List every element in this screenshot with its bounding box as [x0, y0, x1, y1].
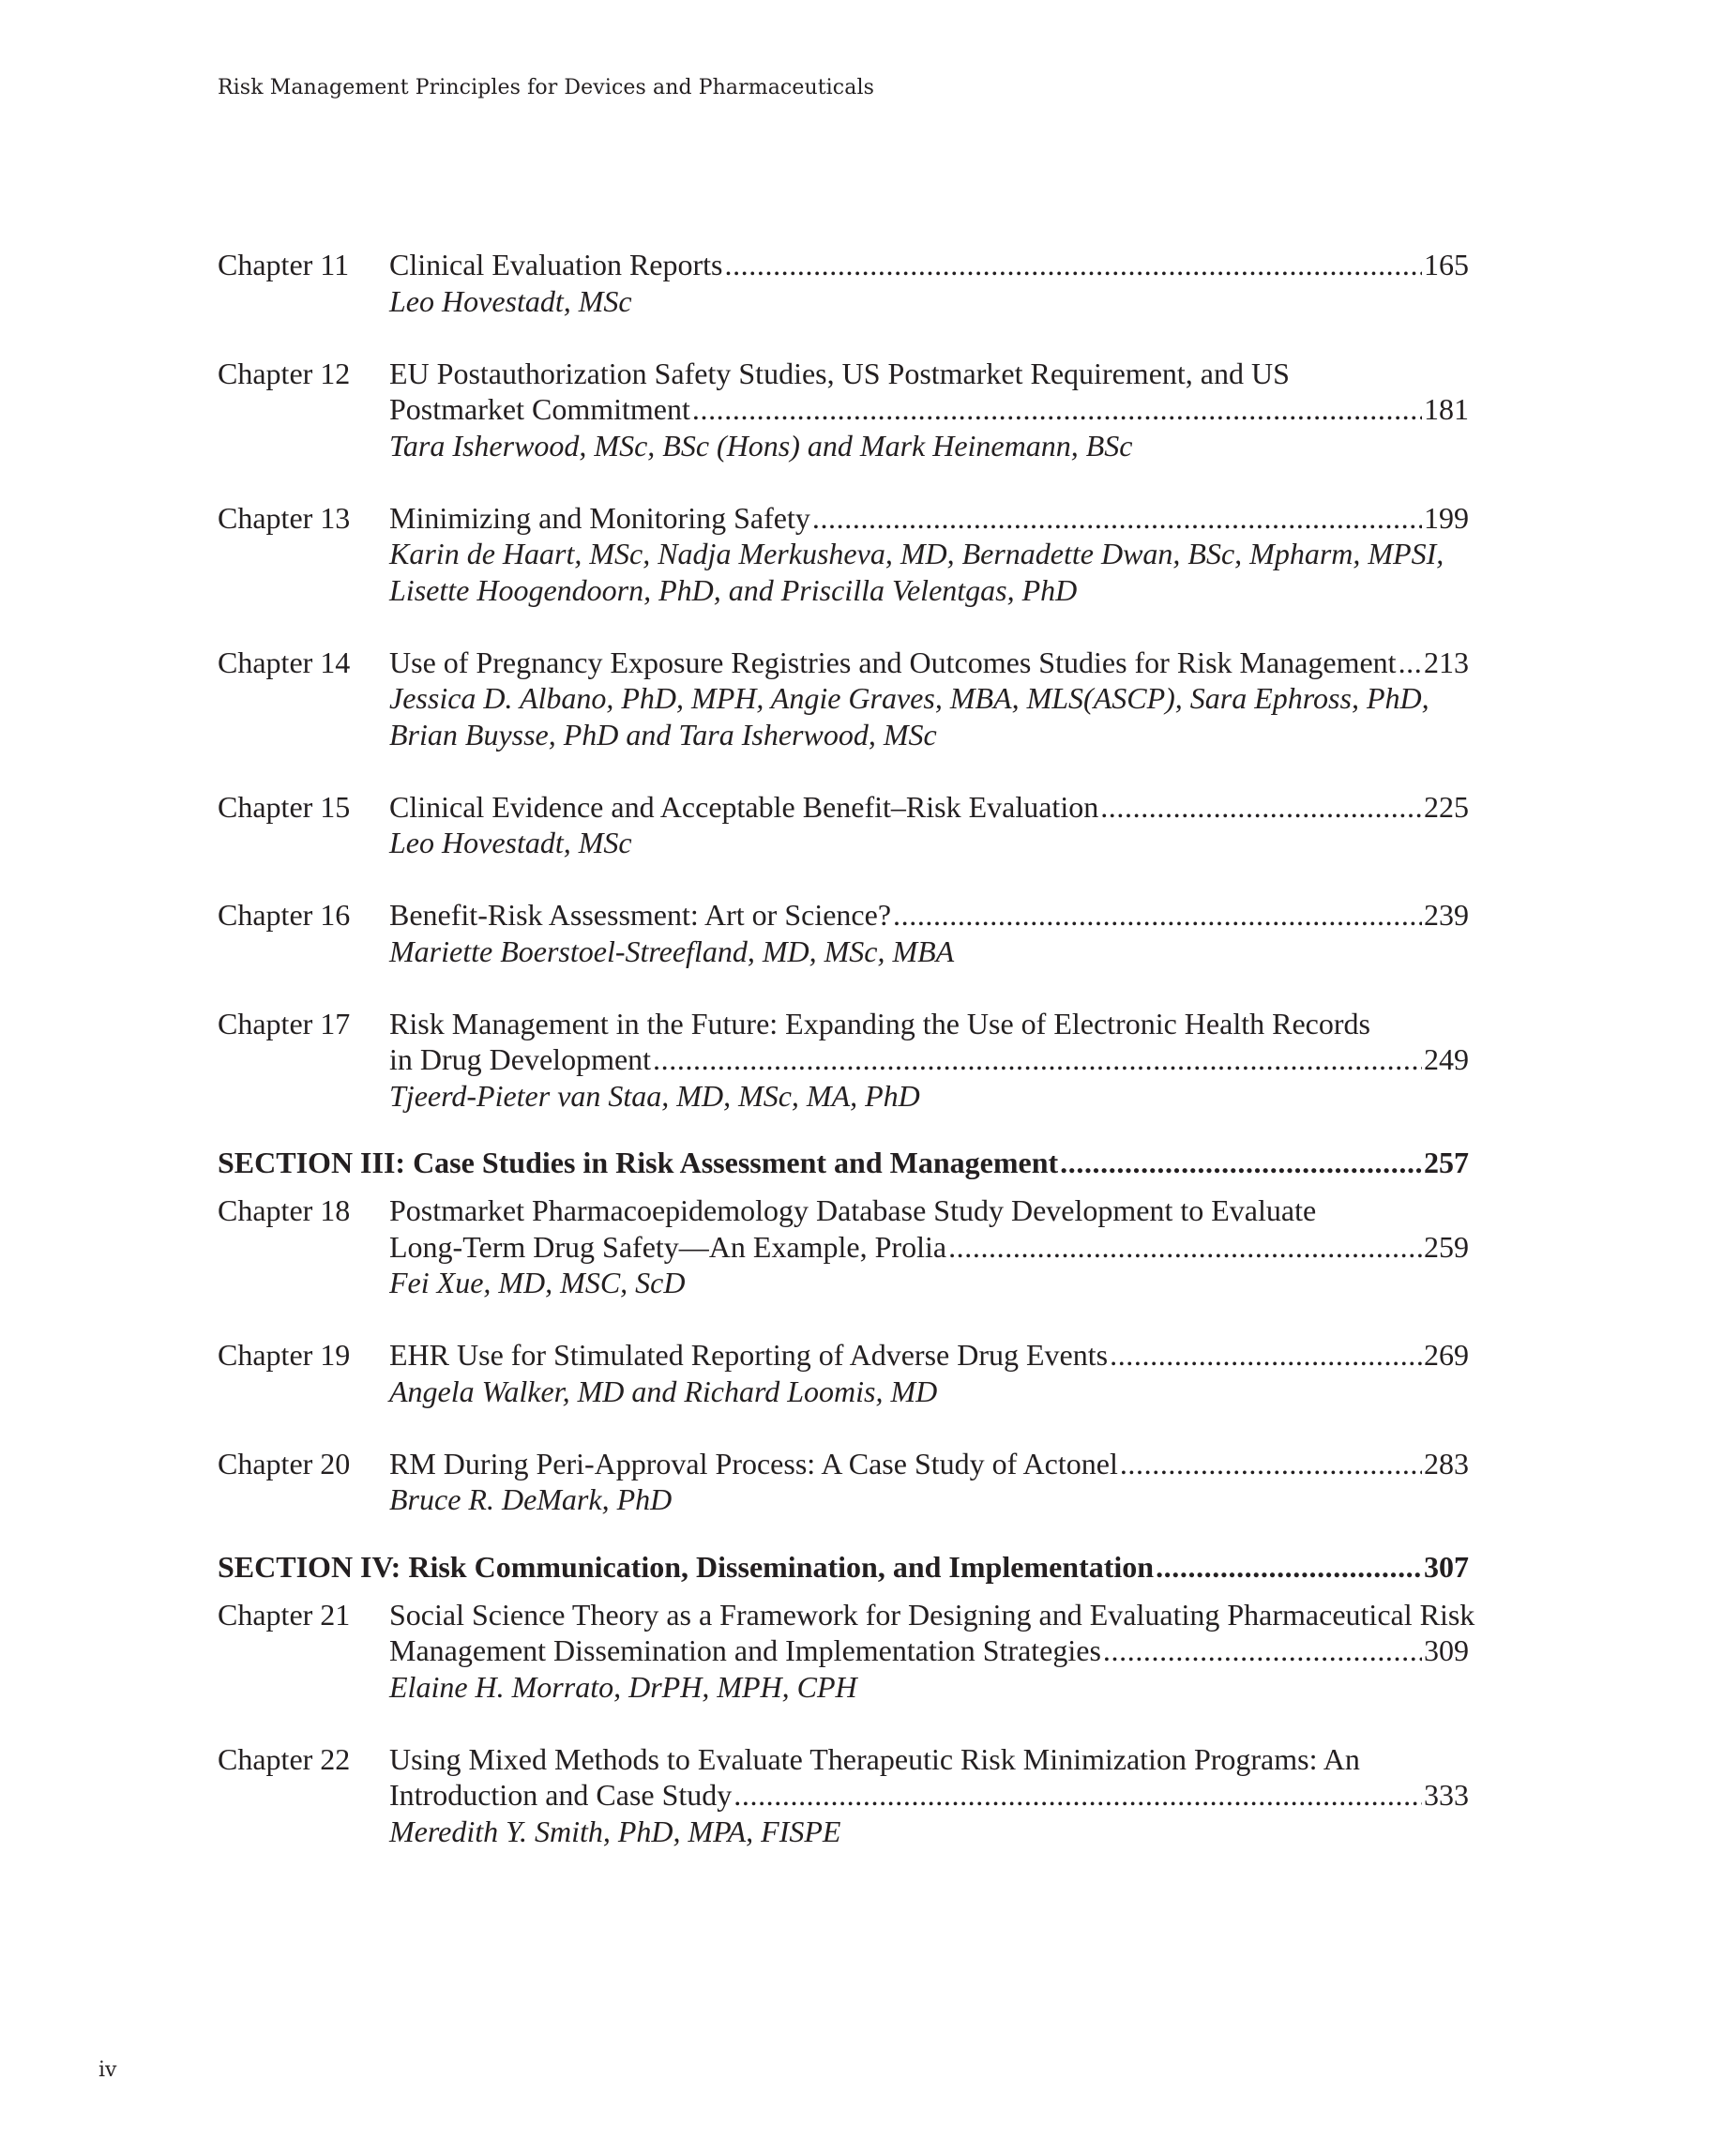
chapter-page-number: 225	[1424, 789, 1469, 824]
chapter-title[interactable]: Postmarket Pharmacoepidemology Database Study Development to Evaluate	[389, 1193, 1317, 1227]
chapter-body	[389, 247, 1469, 319]
chapter-body	[389, 789, 1469, 861]
running-head: Risk Management Principles for Devices and Pharmaceuticals	[218, 76, 874, 99]
chapter-label: Chapter 21	[218, 1597, 351, 1632]
chapter-body	[389, 1337, 1469, 1409]
dot-leader	[812, 500, 1422, 537]
dot-leader	[948, 1229, 1422, 1266]
chapter-title[interactable]: EHR Use for Stimulated Reporting of Adverse Drug Events	[389, 1338, 1109, 1372]
chapter-body	[389, 897, 1469, 969]
chapter-page-number: 239	[1424, 898, 1469, 932]
chapter-authors: Karin de Haart, MSc, Nadja Merkusheva, MD, Bernadette Dwan, BSc, Mpharm, MPSI,	[389, 537, 1444, 570]
page-number: iv	[98, 2058, 117, 2082]
chapter-title[interactable]: Clinical Evaluation Reports	[389, 248, 723, 281]
chapter-page-number: 199	[1424, 500, 1469, 535]
chapter-title-line	[389, 1446, 1469, 1482]
chapter-title[interactable]: EU Postauthorization Safety Studies, US Postmarket Requirement, and US	[389, 356, 1290, 390]
chapter-label: Chapter 14	[218, 645, 351, 679]
chapter-title[interactable]: Using Mixed Methods to Evaluate Therapeutic Risk Minimization Programs: An	[389, 1741, 1360, 1776]
chapter-title-line	[389, 645, 1469, 681]
chapter-page-number: 309	[1424, 1633, 1469, 1667]
chapter-label: Chapter 22	[218, 1741, 351, 1776]
chapter-body	[389, 500, 1469, 609]
chapter-title[interactable]: Introduction and Case Study	[389, 1778, 733, 1812]
chapter-title[interactable]: Management Dissemination and Implementation Strategies	[389, 1633, 1101, 1667]
chapter-label: Chapter 13	[218, 500, 351, 535]
chapter-title[interactable]: RM During Peri-Approval Process: A Case Study of Actonel	[389, 1446, 1118, 1480]
chapter-title[interactable]: Long-Term Drug Safety—An Example, Prolia	[389, 1229, 947, 1264]
chapter-page-number: 259	[1424, 1229, 1469, 1264]
chapter-title-line	[389, 1192, 1469, 1229]
chapter-page-number: 249	[1424, 1042, 1469, 1076]
chapter-body	[389, 1741, 1469, 1850]
chapter-authors: Tara Isherwood, MSc, BSc (Hons) and Mark Heinemann, BSc	[389, 428, 1133, 463]
dot-leader	[1156, 1549, 1422, 1586]
chapter-title-line	[389, 1006, 1469, 1042]
dot-leader	[1110, 1337, 1422, 1374]
chapter-page-number: 213	[1424, 645, 1469, 679]
chapter-title-line	[389, 500, 1469, 537]
chapter-title[interactable]: Clinical Evidence and Acceptable Benefit–Risk Evaluation	[389, 789, 1099, 824]
toc-line	[218, 1549, 1469, 1586]
chapter-page-number: 181	[1424, 392, 1469, 426]
chapter-label: Chapter 19	[218, 1338, 351, 1372]
chapter-title-line	[389, 897, 1469, 934]
chapter-authors: Meredith Y. Smith, PhD, MPA, FISPE	[389, 1814, 841, 1848]
chapter-title-line	[389, 1597, 1475, 1633]
chapter-title-line	[389, 1632, 1469, 1669]
chapter-body	[389, 1006, 1469, 1115]
chapter-page-number: 283	[1424, 1446, 1469, 1480]
dot-leader	[692, 391, 1422, 428]
chapter-authors: Bruce R. DeMark, PhD	[389, 1482, 673, 1516]
chapter-body	[389, 1597, 1475, 1706]
chapter-title-line	[389, 356, 1469, 392]
dot-leader	[1120, 1446, 1422, 1482]
chapter-label: Chapter 12	[218, 356, 351, 390]
chapter-title[interactable]: Use of Pregnancy Exposure Registries and Outcomes Studies for Risk Management	[389, 645, 1397, 679]
dot-leader	[1399, 645, 1422, 681]
chapter-body	[389, 645, 1469, 753]
chapter-title-line	[389, 1041, 1469, 1078]
chapter-label: Chapter 20	[218, 1446, 351, 1480]
chapter-authors: Tjeerd-Pieter van Staa, MD, MSc, MA, PhD	[389, 1078, 920, 1113]
chapter-title[interactable]: Minimizing and Monitoring Safety	[389, 500, 810, 535]
chapter-label: Chapter 16	[218, 898, 351, 932]
chapter-title[interactable]: Social Science Theory as a Framework for Designing and Evaluating Pharmaceutical Risk	[389, 1597, 1475, 1632]
chapter-title-line	[389, 1229, 1469, 1266]
chapter-title-line	[389, 1741, 1469, 1778]
chapter-authors: Lisette Hoogendoorn, PhD, and Priscilla Velentgas, PhD	[389, 572, 1078, 607]
section-title: SECTION III: Case Studies in Risk Assessment and Management	[218, 1146, 1059, 1179]
toc-section-heading[interactable]	[218, 1549, 1469, 1586]
chapter-title-line	[389, 391, 1469, 428]
chapter-page-number: 165	[1424, 248, 1469, 281]
chapter-title-line	[389, 247, 1469, 283]
dot-leader	[724, 247, 1422, 283]
chapter-label: Chapter 11	[218, 248, 350, 281]
chapter-authors: Leo Hovestadt, MSc	[389, 826, 632, 859]
dot-leader	[1103, 1632, 1422, 1669]
chapter-title[interactable]: Postmarket Commitment	[389, 392, 690, 426]
section-page-number: 257	[1424, 1146, 1469, 1179]
chapter-title-line	[389, 789, 1469, 826]
chapter-label: Chapter 15	[218, 789, 351, 824]
chapter-body	[389, 1446, 1469, 1518]
dot-leader	[1100, 789, 1422, 826]
chapter-title[interactable]: Benefit-Risk Assessment: Art or Science?	[389, 898, 892, 932]
chapter-authors: Angela Walker, MD and Richard Loomis, MD	[389, 1374, 938, 1408]
chapter-title-line	[389, 1337, 1469, 1374]
chapter-title[interactable]: in Drug Development	[389, 1042, 652, 1076]
dot-leader	[1060, 1145, 1422, 1181]
chapter-authors: Fei Xue, MD, MSC, ScD	[389, 1266, 686, 1299]
toc-line	[218, 1145, 1469, 1181]
chapter-page-number: 269	[1424, 1338, 1469, 1372]
chapter-page-number: 333	[1424, 1778, 1469, 1812]
dot-leader	[893, 897, 1422, 934]
section-title: SECTION IV: Risk Communication, Dissemination, and Implementation	[218, 1549, 1155, 1584]
chapter-body	[389, 1192, 1469, 1301]
chapter-authors: Mariette Boerstoel-Streefland, MD, MSc, MBA	[389, 934, 955, 968]
chapter-label: Chapter 17	[218, 1006, 351, 1040]
toc-section-heading[interactable]	[218, 1145, 1469, 1181]
section-page-number: 307	[1424, 1549, 1469, 1584]
chapter-title-line	[389, 1777, 1469, 1814]
chapter-authors: Leo Hovestadt, MSc	[389, 283, 632, 318]
chapter-authors: Brian Buysse, PhD and Tara Isherwood, MSc	[389, 717, 937, 752]
chapter-authors: Jessica D. Albano, PhD, MPH, Angie Graves, MBA, MLS(ASCP), Sara Ephross, PhD,	[389, 681, 1429, 715]
chapter-label: Chapter 18	[218, 1193, 351, 1227]
chapter-authors: Elaine H. Morrato, DrPH, MPH, CPH	[389, 1669, 857, 1704]
chapter-body	[389, 356, 1469, 464]
chapter-title[interactable]: Risk Management in the Future: Expanding the Use of Electronic Health Records	[389, 1006, 1370, 1040]
dot-leader	[733, 1777, 1422, 1814]
dot-leader	[653, 1041, 1422, 1078]
